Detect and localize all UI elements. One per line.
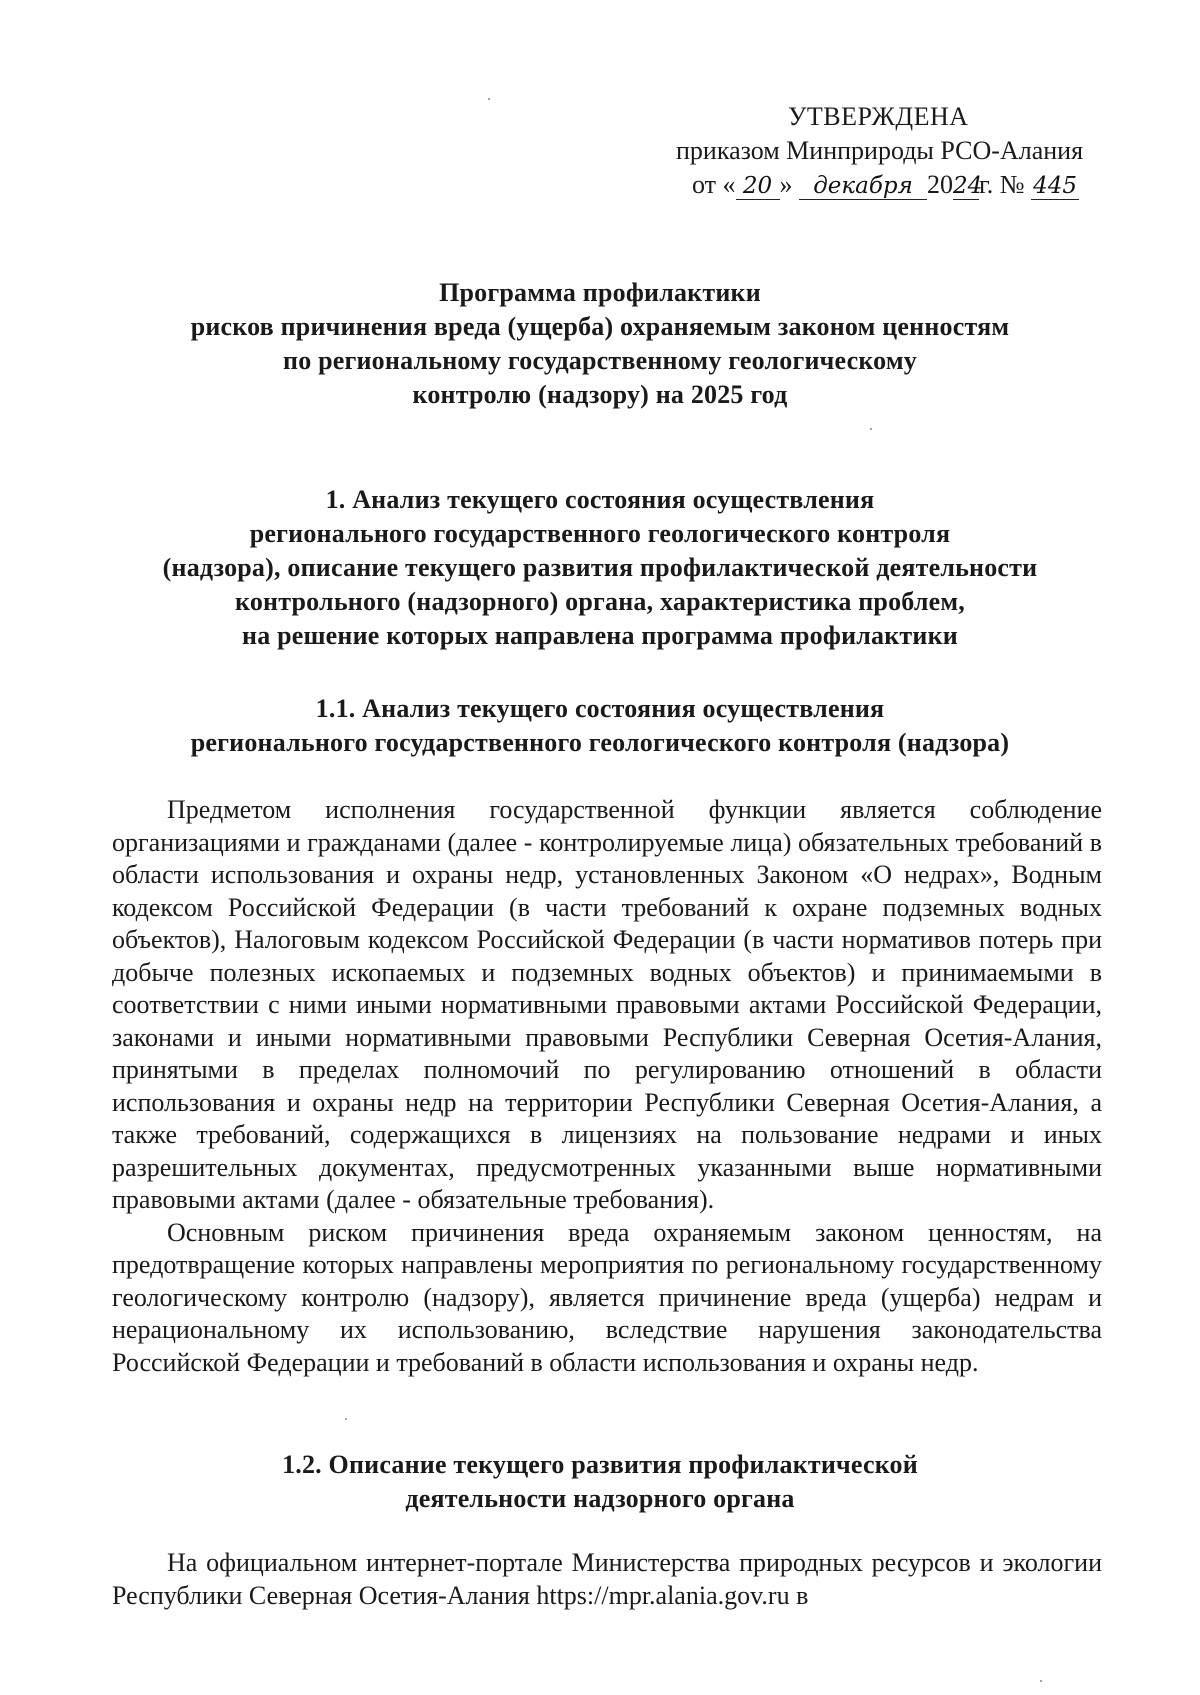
program-title-line: контролю (надзору) на 2025 год: [412, 380, 788, 409]
approval-order-line: приказом Минприроды РСО-Алания: [676, 136, 1084, 165]
scan-speck: [345, 1418, 347, 1420]
handwritten-day: 20: [736, 173, 780, 200]
approval-date-line: [660, 168, 1120, 202]
section-heading-line: 1.2. Описание текущего развития профилактической: [282, 1450, 918, 1479]
section-heading-line: 1. Анализ текущего состояния осуществления: [325, 485, 875, 514]
section-1-1-heading: [100, 692, 1100, 760]
program-title: [100, 276, 1100, 412]
section-heading-line: контрольного (надзорного) органа, характеристика проблем,: [235, 587, 965, 616]
paragraph: На официальном интернет-портале Министерства природных ресурсов и экологии Республики Северная Осетия-Алания https://mpr.alania.gov.ru в: [112, 1548, 1102, 1610]
paragraph: Предметом исполнения государственной функции является соблюдение организациями и гражданами (далее - контролируемые лица) обязательных требований в области использования и охраны недр, установленных Законом «О недрах», Водным кодексом Российской Федерации (в части требований к охране подземных водных объектов), Налоговым кодексом Российской Федерации (в части нормативов потерь при добыче полезных ископаемых и подземных водных объектов) и принимаемыми в соответствии с ними иными нормативными правовыми актами Российской Федерации, законами и иными нормативными правовыми Республики Северная Осетия-Алания, принятыми в пределах полномочий по регулированию отношений в области использования и охраны недр на территории Республики Северная Осетия-Алания, а также требований, содержащихся в лицензиях на пользование недрами и иных разрешительных документах, предусмотренных указанными выше нормативными правовыми актами (далее - обязательные требования).: [112, 795, 1102, 1214]
section-heading-line: деятельности надзорного органа: [405, 1484, 795, 1513]
program-title-line: рисков причинения вреда (ущерба) охраняемым законом ценностям: [190, 312, 1010, 341]
date-mid: »: [779, 170, 793, 199]
scan-speck: [488, 98, 490, 100]
program-title-line: Программа профилактики: [439, 278, 761, 307]
section-1-2-heading: [100, 1448, 1100, 1516]
handwritten-month: декабря: [799, 173, 927, 200]
approval-block: [660, 100, 1120, 202]
approval-heading: УТВЕРЖДЕНА: [788, 102, 969, 131]
year-g: г. №: [979, 170, 1025, 199]
section-heading-line: 1.1. Анализ текущего состояния осуществления: [315, 694, 885, 723]
date-prefix: от «: [692, 170, 736, 199]
paragraph: Основным риском причинения вреда охраняемым законом ценностям, на предотвращение которых направлены мероприятия по региональному государственному геологическому контролю (надзору), является причинение вреда (ущерба) недрам и нерациональному их использованию, вследствие нарушения законодательства Российской Федерации и требований в области использования и охраны недр.: [112, 1217, 1102, 1377]
section-1-2-body: [112, 1547, 1102, 1612]
scan-speck: [870, 428, 872, 430]
section-heading-line: регионального государственного геологического контроля: [249, 519, 951, 548]
program-title-line: по региональному государственному геологическому: [283, 346, 917, 375]
section-heading-line: регионального государственного геологического контроля (надзора): [190, 728, 1010, 757]
section-1-heading: [100, 483, 1100, 653]
section-1-1-body: [112, 794, 1102, 1379]
handwritten-number: 445: [1031, 173, 1079, 200]
section-heading-line: на решение которых направлена программа профилактики: [242, 621, 958, 650]
handwritten-year: 24: [953, 173, 983, 199]
scan-speck: [1040, 1680, 1042, 1682]
section-heading-line: (надзора), описание текущего развития профилактической деятельности: [162, 553, 1038, 582]
year-prefix: 20: [927, 170, 954, 199]
